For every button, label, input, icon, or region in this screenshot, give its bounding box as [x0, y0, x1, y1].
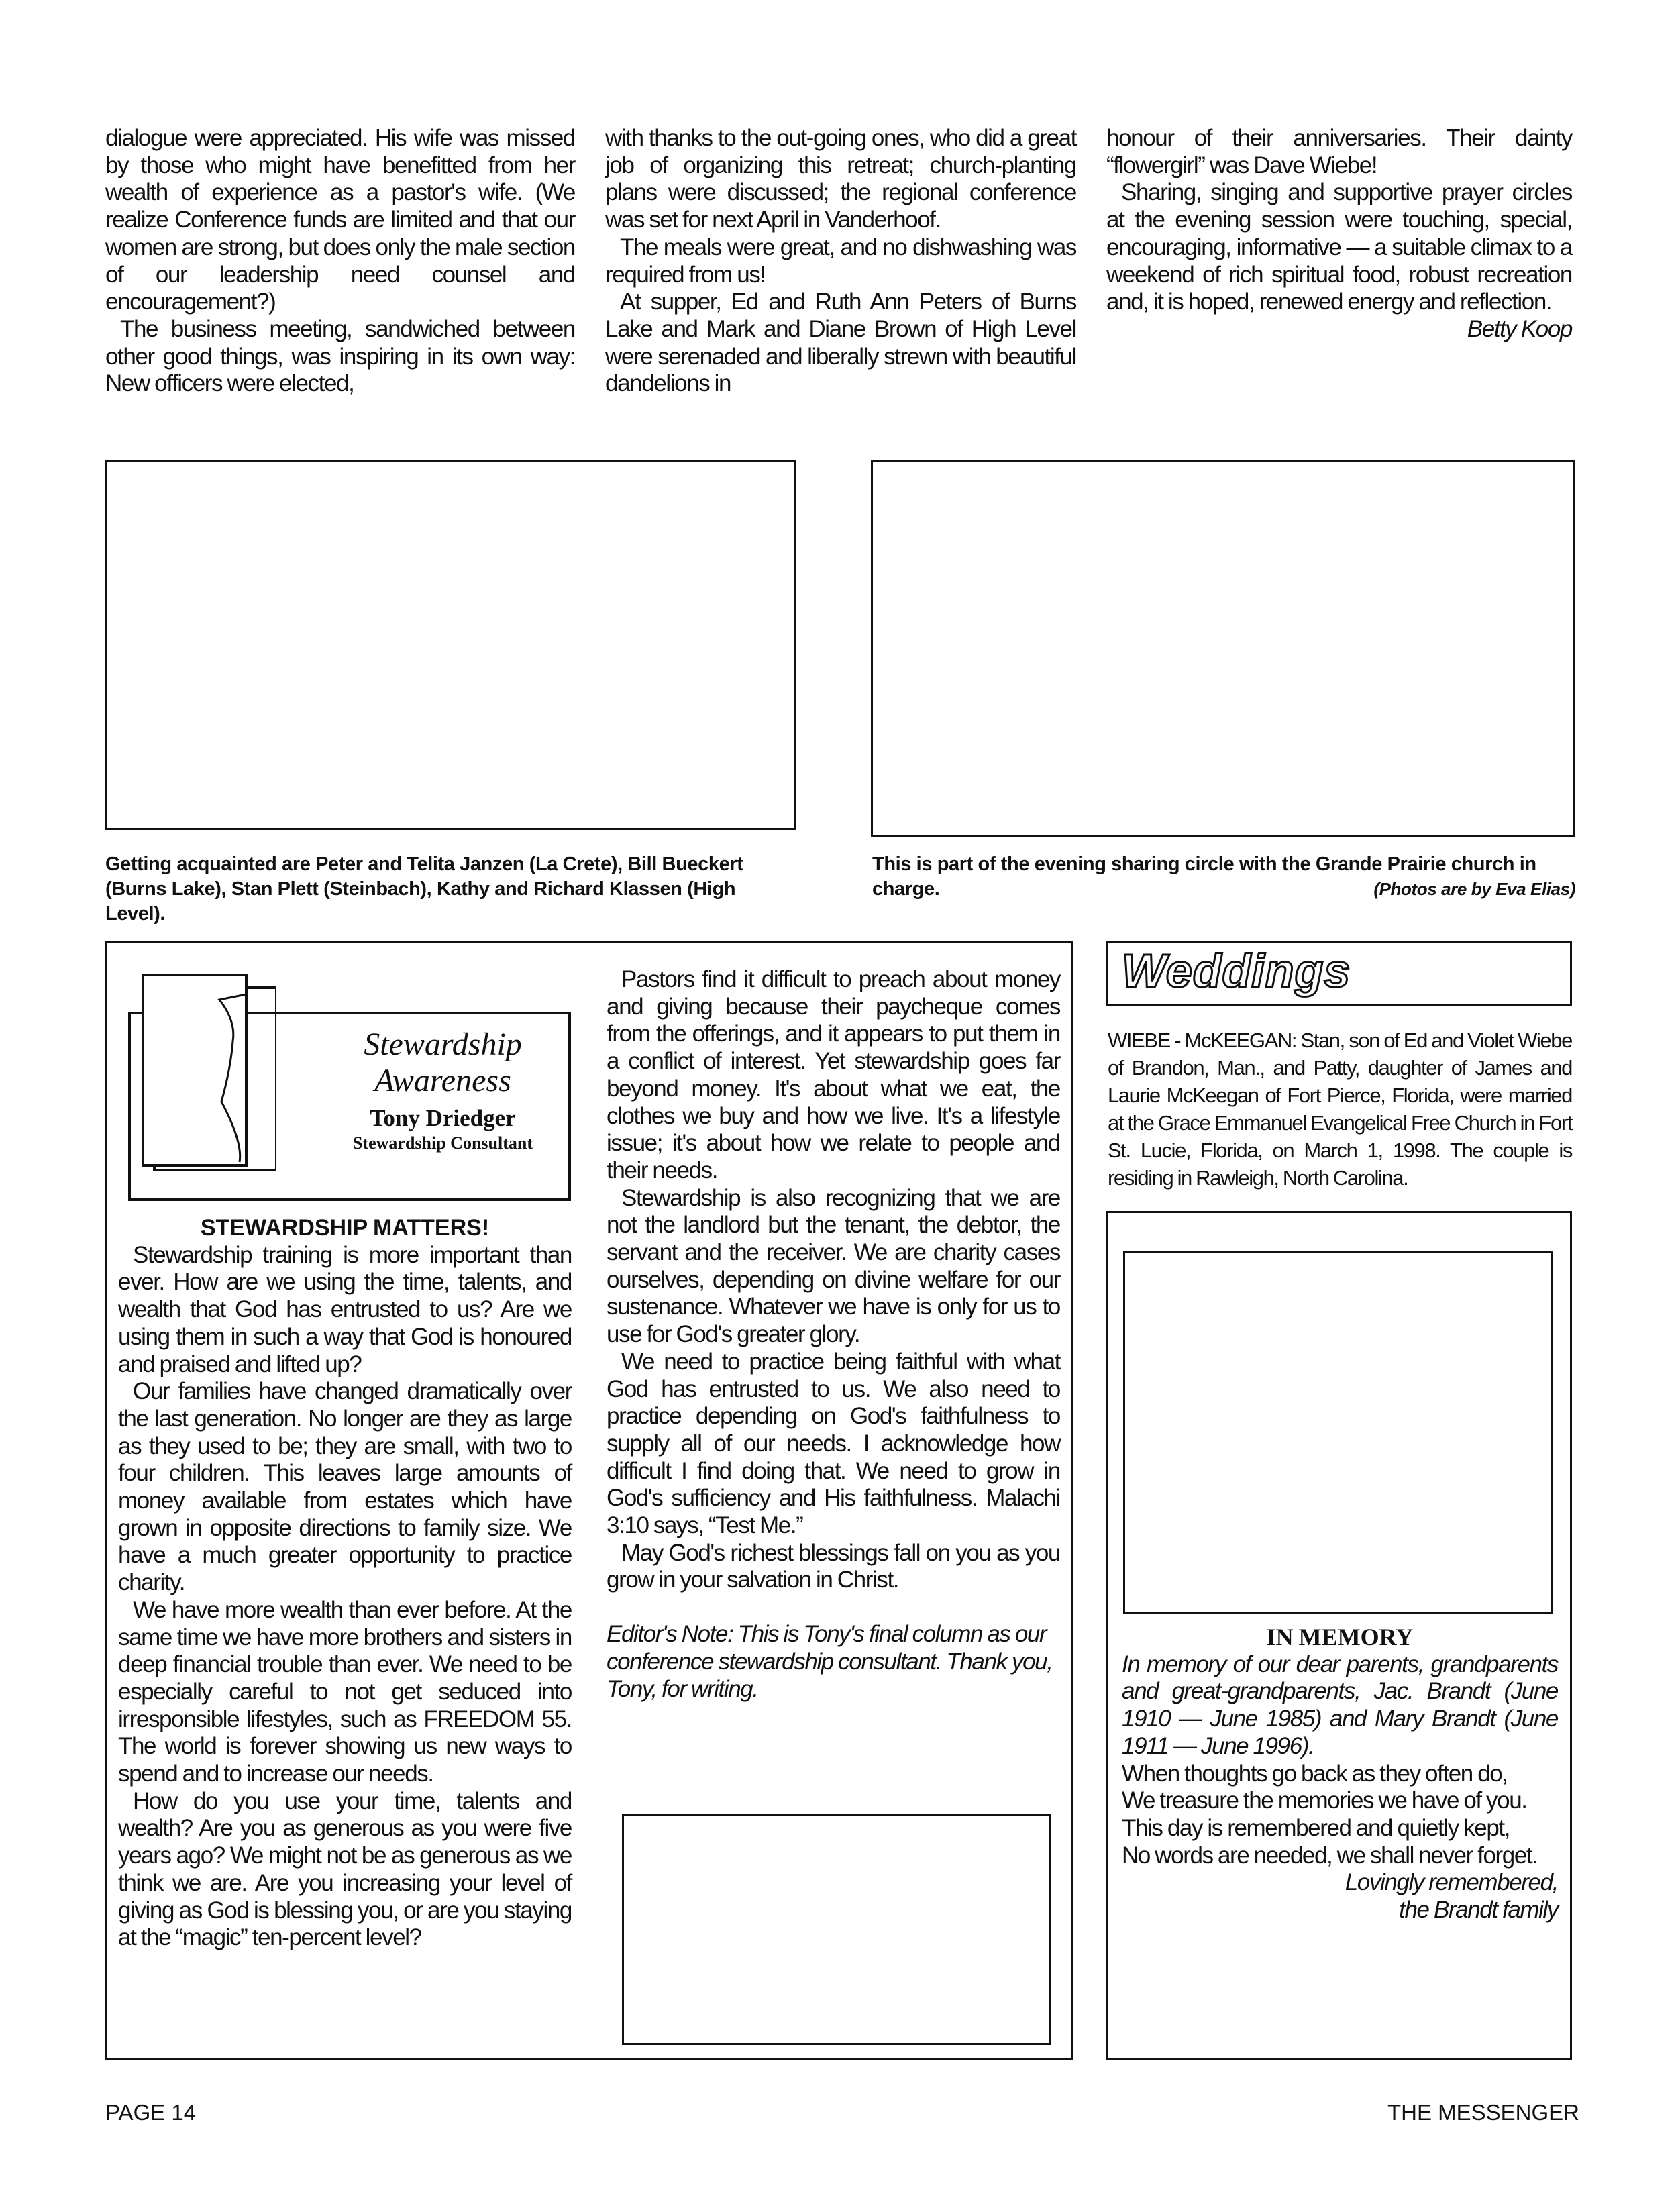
- paragraph: We need to practice being faithful with what God has entrusted to us. We also need to practice depending on God's faithfulness to supply all of our needs. I acknowledge how difficult I find doing that. We need to grow in God's sufficiency and His faithfulness. Malachi 3:10 says, “Test Me.”: [607, 1348, 1060, 1539]
- paragraph: How do you use your time, talents and wealth? Are you as generous as you were five years ago? We might not be as generous as we think we are. Are you increasing your level of giving as God is blessing you, or are you staying at the “magic” ten-percent level?: [118, 1787, 572, 1951]
- caption-right-text: This is part of the evening sharing circle with the Grande Prairie church in charge.: [872, 853, 1536, 900]
- article-column-3: [1106, 125, 1572, 344]
- logo-title-line2: Awareness: [374, 1063, 511, 1098]
- paragraph: honour of their anniversaries. Their dainty “flowergirl” was Dave Wiebe!: [1106, 125, 1572, 178]
- paragraph: The business meeting, sandwiched between other good things, was inspiring in its own way: New officers were elected,: [105, 315, 575, 397]
- poem-line: This day is remembered and quietly kept,: [1122, 1814, 1510, 1841]
- page-number: PAGE 14: [105, 2100, 197, 2125]
- photo-sharing-circle: [871, 460, 1575, 837]
- stewardship-logo-graphic: [142, 974, 276, 1181]
- paragraph: The meals were great, and no dishwashing was required from us!: [605, 233, 1076, 288]
- poem-line: We treasure the memories we have of you.: [1122, 1787, 1527, 1814]
- article-column-1: [105, 125, 575, 398]
- wedding-entry: WIEBE - McKEEGAN: Stan, son of Ed and Violet Wiebe of Brandon, Man., and Patty, daughter of James and Laurie McKeegan of Fort Pierce, Florida, were married at the Grace Emmanuel Evangelical Free Church in Fort St. Lucie, Florida, on March 1, 1998. The couple is residing in Rawleigh, North Carolina.: [1108, 1029, 1572, 1190]
- signature-line-1: Lovingly remembered,: [1345, 1869, 1558, 1896]
- paragraph: Pastors find it difficult to preach about money and giving because their paycheque comes from the offerings, and it appears to put them in a conflict of interest. Yet stewardship goes far beyond money. It's about what we eat, the clothes we buy and how we live. It's a lifestyle issue; it's about how we relate to people and their needs.: [607, 966, 1060, 1184]
- paragraph: We have more wealth than ever before. At the same time we have more brothers and sisters in deep financial trouble than ever. We need to be especially careful to not get seduced into irresponsible lifestyles, such as FREEDOM 55. The world is forever showing us new ways to spend and to increase our needs.: [118, 1596, 572, 1787]
- poem-line: No words are needed, we shall never forget.: [1122, 1842, 1538, 1869]
- signature-line-2: the Brandt family: [1399, 1897, 1558, 1924]
- poem-line: When thoughts go back as they often do,: [1122, 1760, 1508, 1787]
- editors-note: Editor's Note: This is Tony's final column as our conference stewardship consultant. Thank you, Tony, for writing.: [607, 1621, 1053, 1702]
- byline: Betty Koop: [1467, 315, 1572, 342]
- stewardship-column-2: [607, 966, 1060, 1703]
- publication-name: THE MESSENGER: [1387, 2100, 1579, 2125]
- stewardship-logo-icon: [142, 974, 276, 1181]
- in-memory-text: [1122, 1624, 1558, 1924]
- paragraph: dialogue were appreciated. His wife was missed by those who might have benefitted from her wealth of experience as a pastor's wife. (We realize Conference funds are limited and that our women are strong, but does only the male section of our leadership need counsel and encouragement?): [105, 125, 575, 315]
- logo-title-line1: Stewardship: [364, 1027, 522, 1062]
- author-role: Stewardship Consultant: [352, 1133, 533, 1153]
- caption-right: [872, 852, 1575, 902]
- article-column-2: [605, 125, 1076, 398]
- paragraph: Our families have changed dramatically over the last generation. No longer are they as large as they used to be; they are small, with two to four children. This leaves large amounts of money available from estates which have grown in opposite directions to family size. We have a much greater opportunity to practice charity.: [118, 1378, 572, 1596]
- in-memory-intro: In memory of our dear parents, grandparents and great-grandparents, Jac. Brandt (June 1910 — June 1985) and Mary Brandt (June 1911 — June 1996).: [1122, 1651, 1558, 1759]
- stewardship-heading: STEWARDSHIP MATTERS!: [200, 1215, 490, 1241]
- paragraph: Stewardship training is more important than ever. How are we using the time, talents, and wealth that God has entrusted to us? Are we using them in such a way that God is honoured and praised and lifted up?: [118, 1241, 572, 1377]
- stewardship-logo-text: [322, 1027, 564, 1154]
- photo-credit: (Photos are by Eva Elias): [1373, 879, 1575, 899]
- photo-getting-acquainted: [105, 460, 796, 830]
- paragraph: Stewardship is also recognizing that we are not the landlord but the tenant, the debtor, the servant and the receiver. We are charity cases ourselves, depending on divine welfare for our sustenance. Whatever we have is only for us to use for God's greater glory.: [607, 1184, 1060, 1348]
- stewardship-column-1: [118, 1214, 572, 1952]
- in-memory-heading: IN MEMORY: [1266, 1624, 1414, 1651]
- paragraph: with thanks to the out-going ones, who did a great job of organizing this retreat; church-planting plans were discussed; the regional conference was set for next April in Vanderhoof.: [605, 125, 1076, 233]
- weddings-title: Weddings: [1122, 945, 1351, 997]
- photo-tony-driedger: [622, 1814, 1051, 2045]
- paragraph: May God's richest blessings fall on you as you grow in your salvation in Christ.: [607, 1539, 1060, 1593]
- paragraph: Sharing, singing and supportive prayer circles at the evening session were touching, special, encouraging, informative — a suitable climax to a weekend of rich spiritual food, robust recreation and, it is hoped, renewed energy and reflection.: [1106, 179, 1572, 315]
- weddings-header: [1106, 941, 1572, 1006]
- author-name: Tony Driedger: [370, 1105, 516, 1131]
- photo-brandt: [1123, 1251, 1553, 1614]
- paragraph: At supper, Ed and Ruth Ann Peters of Burns Lake and Mark and Diane Brown of High Level were serenaded and liberally strewn with beautiful dandelions in: [605, 289, 1076, 397]
- caption-left: Getting acquainted are Peter and Telita Janzen (La Crete), Bill Bueckert (Burns Lake), Stan Plett (Steinbach), Kathy and Richard Klassen (High Level).: [105, 853, 743, 925]
